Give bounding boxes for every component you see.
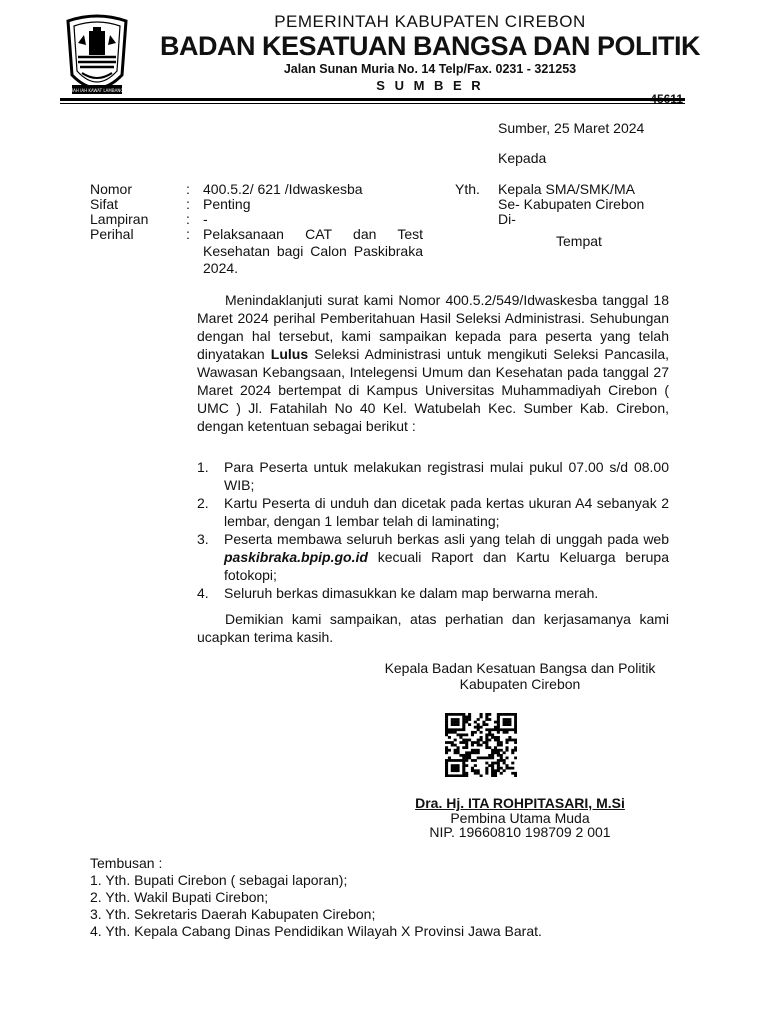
list-number: 2. — [197, 495, 209, 511]
letterhead-rule-thin — [60, 103, 685, 104]
cc-item: 4. Yth. Kepala Cabang Dinas Pendidikan Wilayah X Provinsi Jawa Barat. — [90, 923, 542, 939]
government-name: PEMERINTAH KABUPATEN CIREBON — [274, 12, 586, 31]
list-text: Kartu Peserta di unduh dan dicetak pada kertas ukuran A4 sebanyak 2 lembar, dengan 1 lembar telah di laminating; — [224, 495, 669, 529]
signatory-title1: Kepala Badan Kesatuan Bangsa dan Politik — [384, 660, 656, 676]
agency-name: BADAN KESATUAN BANGSA DAN POLITIK — [160, 31, 700, 61]
list-text-start: Peserta membawa seluruh berkas asli yang telah di unggah pada web — [224, 531, 669, 547]
meta-label-nomor: Nomor — [90, 181, 133, 197]
cc-item: 1. Yth. Bupati Cirebon ( sebagai laporan); — [90, 872, 348, 888]
list-text: Para Peserta untuk melakukan registrasi mulai pukul 07.00 s/d 08.00 WIB; — [224, 459, 669, 493]
list-item — [197, 530, 669, 584]
list-text: Seluruh berkas dimasukkan ke dalam map berwarna merah. — [224, 585, 599, 601]
recipient-line2: Se- Kabupaten Cirebon — [498, 196, 645, 212]
meta-value-perihal: Pelaksanaan CAT dan Test Kesehatan bagi Calon Paskibraka 2024. — [203, 226, 423, 276]
list-number: 4. — [197, 585, 209, 601]
emblem-motto: RAH IAH KAWAT LAMBANG — [70, 88, 124, 93]
recipient-yth: Yth. — [455, 181, 480, 197]
list-number: 3. — [197, 531, 209, 547]
cc-item: 3. Yth. Sekretaris Daerah Kabupaten Cirebon; — [90, 906, 376, 922]
meta-label-perihal: Perihal — [90, 226, 134, 242]
meta-value-lampiran: - — [203, 211, 208, 227]
meta-colon: : — [186, 226, 190, 242]
body-text-end: Seleksi Administrasi untuk mengikuti Seleksi Pancasila, Wawasan Kebangsaan, Intelegensi Umum dan Kesehatan pada tanggal 27 Maret 2024 bertempat di Kampus Universitas Muhammadiyah Cirebon ( UMC ) Jl. Fatahilah No 40 Kel. Watubelah Kec. Sumber Kab. Cirebon, dengan ketentuan sebagai berikut : — [197, 346, 669, 434]
list-item — [197, 584, 669, 602]
qr-code — [445, 713, 517, 777]
cc-heading: Tembusan : — [90, 855, 163, 871]
list-text-end: kecuali Raport dan Kartu Keluarga berupa fotokopi; — [224, 549, 669, 583]
recipient-line3: Di- — [498, 211, 516, 227]
meta-colon: : — [186, 181, 190, 197]
recipient-place: Tempat — [556, 233, 602, 249]
letterhead-rule-thick — [60, 98, 685, 101]
body-paragraph — [197, 291, 669, 435]
body-text-bold: Lulus — [270, 346, 309, 362]
signatory-nip: NIP. 19660810 198709 2 001 — [429, 824, 611, 840]
agency-city: S U M B E R — [376, 78, 484, 93]
list-item — [197, 458, 669, 494]
postal-code: 45611 — [650, 92, 683, 106]
emblem-icon — [62, 13, 132, 103]
cc-item: 2. Yth. Wakil Bupati Cirebon; — [90, 889, 269, 905]
agency-address: Jalan Sunan Muria No. 14 Telp/Fax. 0231 - 321253 — [283, 62, 577, 76]
recipient-line1: Kepala SMA/SMK/MA — [498, 181, 635, 197]
meta-value-sifat: Penting — [203, 196, 251, 212]
body-text-start: Menindaklanjuti surat kami Nomor 400.5.2/549/Idwaskesba tanggal 18 Maret 2024 perihal Pemberitahuan Hasil Seleksi Administrasi. Sehubungan dengan hal tersebut, kami sampaikan kepada para peserta yang telah dinyatakan — [197, 292, 669, 362]
list-number: 1. — [197, 459, 209, 475]
list-text — [224, 530, 669, 584]
website-link[interactable]: paskibraka.bpip.go.id — [224, 549, 368, 565]
closing-paragraph: Demikian kami sampaikan, atas perhatian dan kerjasamanya kami ucapkan terima kasih. — [197, 611, 669, 645]
to-label: Kepada — [498, 150, 547, 166]
letter-date: Sumber, 25 Maret 2024 — [498, 120, 645, 136]
meta-colon: : — [186, 196, 190, 212]
regency-emblem — [62, 13, 132, 103]
meta-label-lampiran: Lampiran — [90, 211, 149, 227]
meta-label-sifat: Sifat — [90, 196, 119, 212]
meta-value-nomor: 400.5.2/ 621 /Idwaskesba — [203, 181, 363, 197]
qr-code-icon — [445, 713, 517, 777]
signatory-title2: Kabupaten Cirebon — [459, 676, 581, 692]
requirements-list — [197, 458, 669, 602]
signatory-name: Dra. Hj. ITA ROHPITASARI, M.Si — [415, 795, 625, 811]
meta-colon: : — [186, 211, 190, 227]
signatory-rank: Pembina Utama Muda — [450, 810, 590, 826]
list-item — [197, 494, 669, 530]
